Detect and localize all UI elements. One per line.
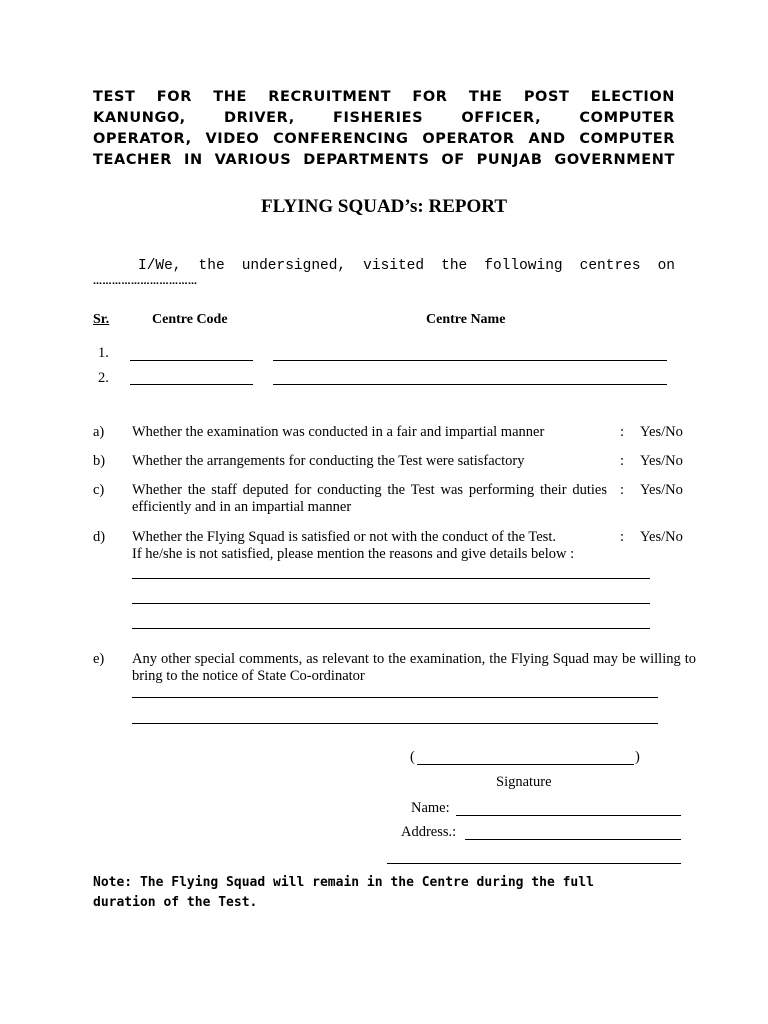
question-b-answer[interactable]: Yes/No — [640, 453, 683, 469]
question-d-text: Whether the Flying Squad is satisfied or not with the conduct of the Test. — [132, 529, 556, 545]
name-field[interactable] — [456, 815, 681, 816]
question-d-label: d) — [93, 529, 106, 545]
header-sr: Sr. — [93, 312, 110, 327]
report-title: FLYING SQUAD’s: REPORT — [260, 196, 507, 217]
heading-line-2: KANUNGO, DRIVER, FISHERIES OFFICER, COMPUTER — [93, 110, 675, 126]
row-2-centre-code-field[interactable] — [130, 384, 253, 385]
question-d-colon: : — [620, 529, 625, 545]
question-c-colon: : — [620, 482, 625, 498]
question-a-text: Whether the examination was conducted in a fair and impartial manner — [132, 424, 545, 440]
question-d-answer[interactable]: Yes/No — [640, 529, 683, 545]
question-a-label: a) — [93, 424, 105, 440]
question-e-comment-line-1[interactable] — [132, 697, 658, 698]
question-d-text-2: If he/she is not satisfied, please mention the reasons and give details below : — [132, 546, 575, 562]
question-d-reason-line-1[interactable] — [132, 578, 650, 579]
address-field-line-2[interactable] — [387, 863, 681, 864]
question-b-text: Whether the arrangements for conducting the Test were satisfactory — [132, 453, 525, 469]
row-1-centre-code-field[interactable] — [130, 360, 253, 361]
signature-label: Signature — [496, 774, 552, 790]
signature-open-paren: ( — [410, 749, 415, 765]
row-2-centre-name-field[interactable] — [273, 384, 667, 385]
row-2-sr: 2. — [98, 370, 109, 386]
address-label: Address.: — [401, 824, 457, 840]
row-1-sr: 1. — [98, 345, 109, 361]
document-heading — [93, 87, 675, 171]
header-centre-name: Centre Name — [426, 312, 506, 327]
heading-line-3: OPERATOR, VIDEO CONFERENCING OPERATOR AND COMPUTER — [93, 131, 675, 147]
question-b-colon: : — [620, 453, 625, 469]
question-c-label: c) — [93, 482, 105, 498]
question-d-reason-line-3[interactable] — [132, 628, 650, 629]
question-a-answer[interactable]: Yes/No — [640, 424, 683, 440]
row-1-centre-name-field[interactable] — [273, 360, 667, 361]
footer-note: Note: The Flying Squad will remain in the Centre during the full duration of the Test. — [93, 875, 594, 910]
question-e-comment-line-2[interactable] — [132, 723, 658, 724]
signature-close-paren: ) — [635, 749, 640, 765]
name-label: Name: — [411, 800, 450, 816]
question-e-text: Any other special comments, as relevant to the examination, the Flying Squad may be willing to bring to the notice of State Co-ordinator — [132, 651, 696, 684]
question-c-text: Whether the staff deputed for conducting the Test was performing their duties efficiently and in an impartial manner — [132, 482, 607, 515]
visited-statement — [93, 258, 675, 274]
address-field-line-1[interactable] — [465, 839, 681, 840]
heading-line-1: TEST FOR THE RECRUITMENT FOR THE POST ELECTION — [93, 89, 675, 105]
question-c-answer[interactable]: Yes/No — [640, 482, 683, 498]
question-e-label: e) — [93, 651, 105, 667]
question-d-reason-line-2[interactable] — [132, 603, 650, 604]
visited-text: I/We, the undersigned, visited the following centres on — [138, 258, 675, 274]
question-b-label: b) — [93, 453, 106, 469]
question-a-colon: : — [620, 424, 625, 440]
visited-date-blank[interactable]: …………………………… — [93, 277, 198, 287]
signature-field[interactable] — [417, 764, 634, 765]
heading-line-4: TEACHER IN VARIOUS DEPARTMENTS OF PUNJAB GOVERNMENT — [93, 152, 675, 168]
header-centre-code: Centre Code — [152, 312, 228, 327]
